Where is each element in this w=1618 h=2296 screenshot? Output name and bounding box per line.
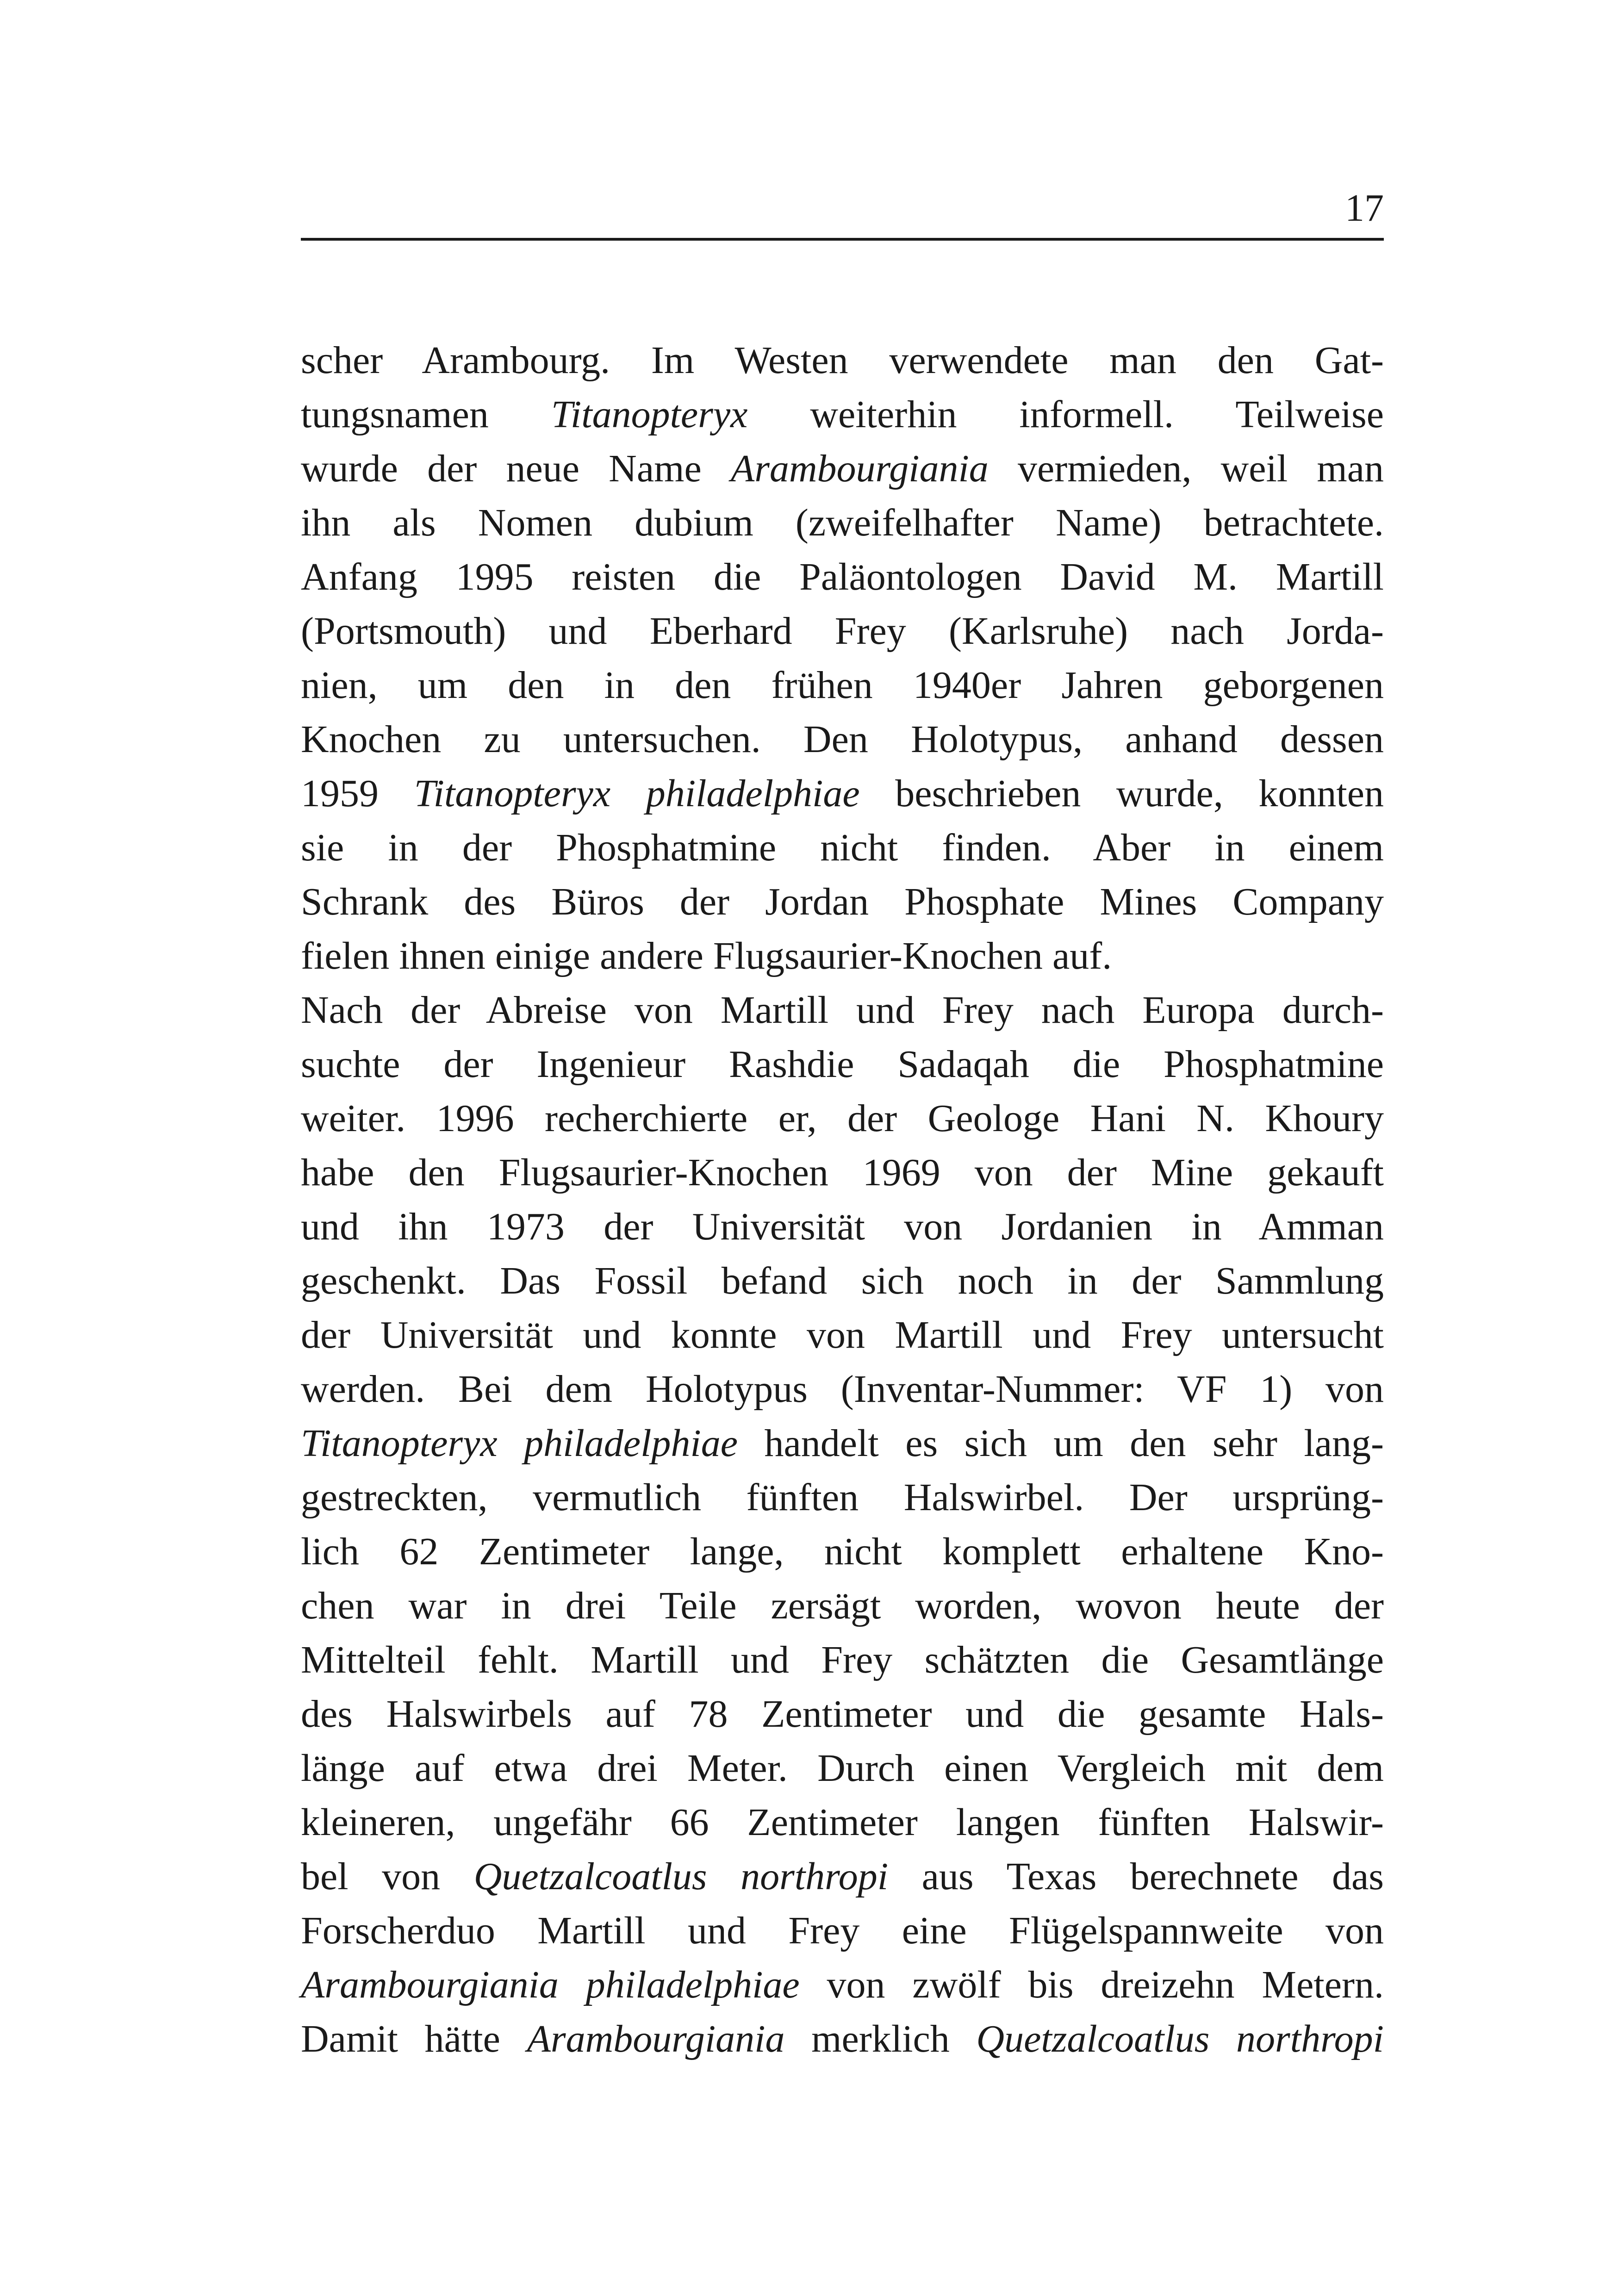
text-run: weiter. 1996 recherchierte er, der Geologe Hani N. Khoury bbox=[301, 1097, 1384, 1140]
text-line bbox=[301, 1091, 1384, 1145]
text-line bbox=[301, 1362, 1384, 1416]
text-run: nien, um den in den frühen 1940er Jahren geborgenen bbox=[301, 664, 1384, 707]
text-line bbox=[301, 1037, 1384, 1091]
text-line bbox=[301, 387, 1384, 442]
text-line bbox=[301, 496, 1384, 550]
text-run: der Universität und konnte von Martill und Frey untersucht bbox=[301, 1313, 1384, 1356]
text-run: bel von bbox=[301, 1855, 474, 1898]
text-run: Anfang 1995 reisten die Paläontologen David M. Martill bbox=[301, 555, 1384, 598]
text-line bbox=[301, 1958, 1384, 2012]
text-run: wurde der neue Name bbox=[301, 447, 731, 490]
page-number: 17 bbox=[1345, 187, 1384, 230]
text-line bbox=[301, 604, 1384, 658]
text-line bbox=[301, 1904, 1384, 1958]
text-run: lich 62 Zentimeter lange, nicht komplett erhaltene Kno- bbox=[301, 1530, 1384, 1573]
text-line bbox=[301, 550, 1384, 604]
text-run: tungsnamen bbox=[301, 393, 551, 436]
header-rule bbox=[301, 238, 1384, 241]
text-line bbox=[301, 712, 1384, 766]
text-run: von zwölf bis dreizehn Metern. bbox=[799, 1963, 1384, 2006]
text-line bbox=[301, 983, 1384, 1037]
text-line bbox=[301, 333, 1384, 387]
text-run: Knochen zu untersuchen. Den Holotypus, anhand dessen bbox=[301, 718, 1384, 761]
text-run: gestreckten, vermutlich fünften Halswirbel. Der ursprüng- bbox=[301, 1476, 1384, 1519]
text-run: aus Texas berechnete das bbox=[888, 1855, 1384, 1898]
text-run: chen war in drei Teile zersägt worden, wovon heute der bbox=[301, 1584, 1384, 1627]
text-run: habe den Flugsaurier-Knochen 1969 von der Mine gekauft bbox=[301, 1151, 1384, 1194]
text-line bbox=[301, 1416, 1384, 1470]
text-line bbox=[301, 658, 1384, 712]
text-line bbox=[301, 1633, 1384, 1687]
italic-taxon-name: Quetzalcoatlus northropi bbox=[976, 2017, 1384, 2060]
text-line bbox=[301, 1254, 1384, 1308]
text-run: kleineren, ungefähr 66 Zentimeter langen fünften Halswir- bbox=[301, 1801, 1384, 1844]
text-line bbox=[301, 875, 1384, 929]
italic-taxon-name: Arambourgiania bbox=[730, 447, 989, 490]
text-line bbox=[301, 1795, 1384, 1849]
text-line bbox=[301, 1200, 1384, 1254]
text-run: (Portsmouth) und Eberhard Frey (Karlsruhe) nach Jorda- bbox=[301, 610, 1384, 653]
text-run: Damit hätte bbox=[301, 2017, 527, 2060]
text-run: fielen ihnen einige andere Flugsaurier-Knochen auf. bbox=[301, 934, 1112, 977]
italic-taxon-name: Titanopteryx philadelphiae bbox=[414, 772, 860, 815]
text-line bbox=[301, 1524, 1384, 1579]
text-run: geschenkt. Das Fossil befand sich noch in der Sammlung bbox=[301, 1259, 1384, 1302]
italic-taxon-name: Arambourgiania philadelphiae bbox=[301, 1963, 800, 2006]
text-run: weiterhin informell. Teilweise bbox=[747, 393, 1384, 436]
text-line bbox=[301, 1308, 1384, 1362]
italic-taxon-name: Quetzalcoatlus northropi bbox=[473, 1855, 889, 1898]
text-run: handelt es sich um den sehr lang- bbox=[738, 1422, 1384, 1465]
italic-taxon-name: Titanopteryx bbox=[551, 393, 748, 436]
text-run: Forscherduo Martill und Frey eine Flügelspannweite von bbox=[301, 1909, 1384, 1952]
text-line bbox=[301, 929, 1384, 983]
italic-taxon-name: Arambourgiania bbox=[527, 2017, 785, 2060]
text-run: sie in der Phosphatmine nicht finden. Aber in einem bbox=[301, 826, 1384, 869]
running-header bbox=[301, 176, 1384, 241]
text-line bbox=[301, 1470, 1384, 1524]
text-run: vermieden, weil man bbox=[988, 447, 1384, 490]
body-text bbox=[301, 333, 1384, 2066]
text-run: beschrieben wurde, konnten bbox=[859, 772, 1384, 815]
text-run: 1959 bbox=[301, 772, 414, 815]
text-line bbox=[301, 766, 1384, 821]
text-line bbox=[301, 442, 1384, 496]
text-run: scher Arambourg. Im Westen verwendete man den Gat- bbox=[301, 339, 1384, 382]
text-run: suchte der Ingenieur Rashdie Sadaqah die Phosphatmine bbox=[301, 1043, 1384, 1086]
text-run: Schrank des Büros der Jordan Phosphate Mines Company bbox=[301, 880, 1384, 923]
text-line bbox=[301, 2012, 1384, 2066]
text-run: des Halswirbels auf 78 Zentimeter und die gesamte Hals- bbox=[301, 1692, 1384, 1736]
text-line bbox=[301, 1579, 1384, 1633]
text-run: und ihn 1973 der Universität von Jordanien in Amman bbox=[301, 1205, 1384, 1248]
text-run: Nach der Abreise von Martill und Frey nach Europa durch- bbox=[301, 989, 1384, 1032]
text-line bbox=[301, 1741, 1384, 1795]
text-run: Mittelteil fehlt. Martill und Frey schätzten die Gesamtlänge bbox=[301, 1638, 1384, 1681]
text-run: länge auf etwa drei Meter. Durch einen Vergleich mit dem bbox=[301, 1747, 1384, 1790]
text-line bbox=[301, 1849, 1384, 1904]
text-run: ihn als Nomen dubium (zweifelhafter Name) betrachtete. bbox=[301, 501, 1384, 544]
text-line bbox=[301, 1145, 1384, 1200]
text-line bbox=[301, 821, 1384, 875]
text-run: merklich bbox=[784, 2017, 977, 2060]
text-run: werden. Bei dem Holotypus (Inventar-Nummer: VF 1) von bbox=[301, 1368, 1384, 1411]
text-line bbox=[301, 1687, 1384, 1741]
italic-taxon-name: Titanopteryx philadelphiae bbox=[301, 1422, 738, 1465]
